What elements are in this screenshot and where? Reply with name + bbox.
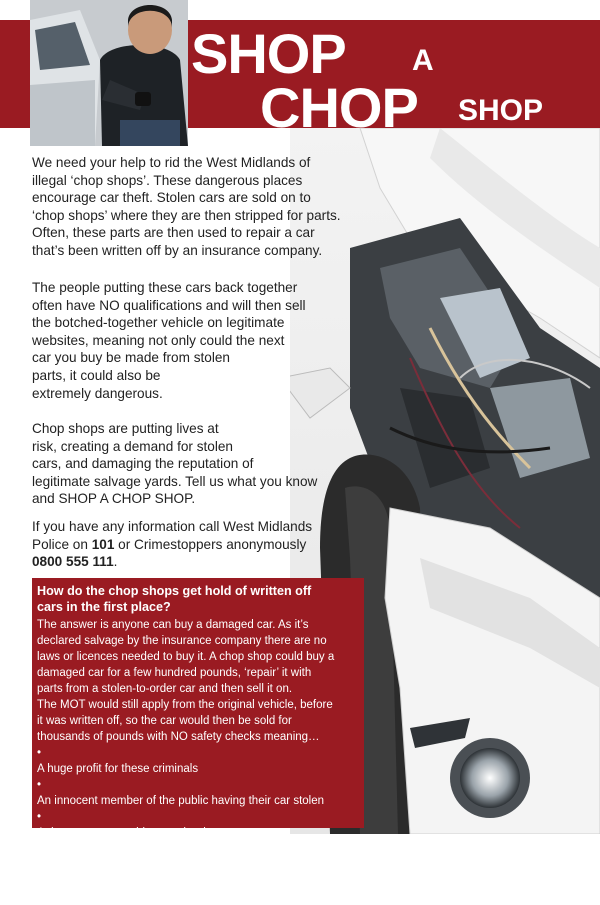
people-line: websites, meaning not only could the next [32,332,285,348]
contact-text: . [113,554,118,570]
list-item [37,809,334,841]
title-shop: SHOP [191,22,346,85]
contact-line: If you have any information call West Midlands [32,519,313,534]
police-phone-number: 101 [91,536,115,552]
heading-line: cars in the first place? [37,599,171,614]
info-box [32,578,364,903]
people-line: car you buy be made from stolen [32,350,230,366]
contact-paragraph [32,518,312,571]
risk-paragraph [32,420,317,508]
list-item [37,745,334,777]
body-line: damaged car for a few hundred pounds, ‘repair’ it with [37,667,312,679]
risk-line: cars, and damaging the reputation of [32,456,254,472]
title-a: A [412,44,434,77]
title-chop: CHOP [260,76,418,139]
body-line: The answer is anyone can buy a damaged car. As it’s [37,619,309,631]
people-line: often have NO qualifications and will then sell [32,297,306,313]
list-item-text: An innocent member of the public having their car stolen [37,795,325,807]
heading-line: How do the chop shops get hold of written off [37,584,312,598]
risk-line: legitimate salvage yards. Tell us what you know [32,473,318,489]
people-line: parts, it could also be [32,367,161,383]
consequences-list [37,745,334,905]
body-line: laws or licences needed to buy it. A chop shop could buy a [37,651,335,663]
contact-text: Police on [32,536,92,552]
bullet-icon: • [37,747,42,759]
list-item-continuation [37,873,334,905]
body-line: declared salvage by the insurance company there are no [37,635,327,647]
intro-line: We need your help to rid the West Midlands of [32,155,311,170]
contact-line [32,536,312,554]
list-item [37,777,334,809]
body-line: it was written off, so the car would then be sold for [37,715,292,727]
risk-line: and SHOP A CHOP SHOP. [32,491,196,507]
list-item-text: A huge profit for these criminals [37,763,199,775]
contact-line [32,553,312,571]
risk-line: Chop shops are putting lives at [32,421,219,436]
intro-line: illegal ‘chop shops’. These dangerous places [32,172,303,188]
intro-line: encourage car theft. Stolen cars are sold on to [32,190,311,206]
intro-line: that’s been written off by an insurance company. [32,242,323,258]
intro-line: Often, these parts are then used to repair a car [32,225,315,241]
list-item-text: A un-roadworthy car on the streets that we drive and [37,859,304,871]
bullet-icon: • [37,811,42,823]
people-line: extremely dangerous. [32,385,163,401]
body-line: The MOT would still apply from the original vehicle, before [37,699,333,711]
car-thief-photo [30,0,188,146]
intro-paragraph [32,154,341,260]
body-line: thousands of pounds with NO safety checks meaning… [37,731,320,743]
list-item-text: walk on [37,891,76,903]
intro-line: ‘chop shops’ where they are then stripped for parts. [32,207,341,223]
bullet-icon: • [37,779,42,791]
info-box-body [37,617,334,905]
bullet-icon: • [37,843,42,855]
people-line: the botched-together vehicle on legitimate [32,315,285,331]
body-line: parts from a stolen-to-order car and then sell it on. [37,683,293,695]
people-line: The people putting these cars back together [32,280,298,295]
list-item-text: A dangerous car sold to another innocent person [37,827,286,839]
contact-text: or Crimestoppers anonymously [114,536,307,552]
risk-line: risk, creating a demand for stolen [32,438,233,454]
crimestoppers-phone-number: 0800 555 111 [32,554,114,570]
people-paragraph [32,279,306,402]
info-box-heading [37,584,311,615]
title-shop-small: SHOP [458,94,544,127]
list-item [37,841,334,873]
